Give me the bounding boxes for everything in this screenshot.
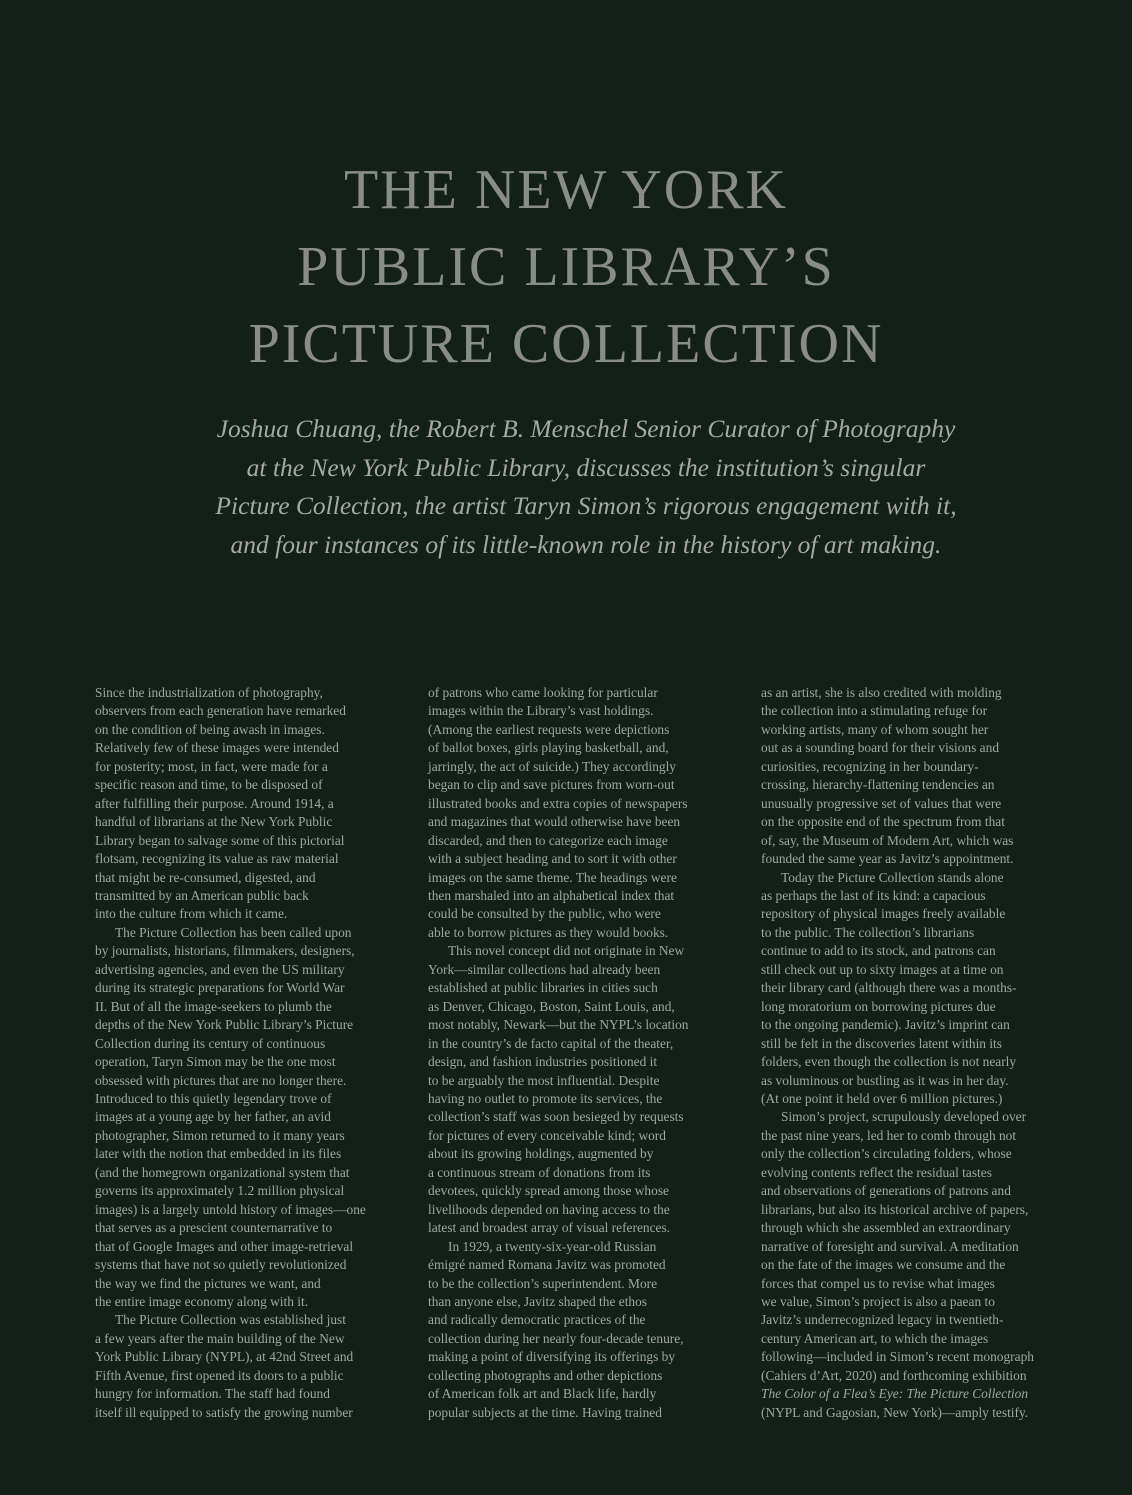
body-line: illustrated books and extra copies of newspapers xyxy=(428,795,688,811)
body-line: the collection into a stimulating refuge for xyxy=(761,703,988,719)
body-line: images on the same theme. The headings were xyxy=(428,869,677,885)
article-deck xyxy=(120,410,1052,564)
body-line: curiosities, recognizing in her boundary- xyxy=(761,758,979,774)
body-line: latest and broadest array of visual references. xyxy=(428,1220,671,1236)
body-line: than anyone else, Javitz shaped the ethos xyxy=(428,1293,648,1309)
body-line: then marshaled into an alphabetical index that xyxy=(428,887,675,903)
body-line: (and the homegrown organizational system that xyxy=(95,1164,350,1180)
body-line: depths of the New York Public Library’s Picture xyxy=(95,1017,354,1033)
body-line: operation, Taryn Simon may be the one most xyxy=(95,1054,336,1070)
body-line: Library began to salvage some of this pictorial xyxy=(95,832,345,848)
body-line: established at public libraries in cities such xyxy=(428,980,658,996)
body-line: and radically democratic practices of the xyxy=(428,1312,646,1328)
body-line: governs its approximately 1.2 million physical xyxy=(95,1183,345,1199)
body-line: to the ongoing pandemic). Javitz’s imprint can xyxy=(761,1017,1010,1033)
deck-line: Picture Collection, the artist Taryn Simon’s rigorous engagement with it, xyxy=(215,491,957,520)
body-line: jarringly, the act of suicide.) They accordingly xyxy=(428,758,677,774)
body-line: discarded, and then to categorize each image xyxy=(428,832,668,848)
body-column-1 xyxy=(95,684,415,1422)
body-line: Introduced to this quietly legendary trove of xyxy=(95,1090,332,1106)
body-line: Fifth Avenue, first opened its doors to a public xyxy=(95,1367,344,1383)
body-line: II. But of all the image-seekers to plumb the xyxy=(95,998,332,1014)
body-line: obsessed with pictures that are no longer there. xyxy=(95,1072,347,1088)
body-line: In 1929, a twenty-six-year-old Russian xyxy=(448,1238,657,1254)
body-line: a continuous stream of donations from its xyxy=(428,1164,651,1180)
body-line: after fulfilling their purpose. Around 1914, a xyxy=(95,795,334,811)
body-line: could be consulted by the public, who were xyxy=(428,906,661,922)
body-line: to be the collection’s superintendent. More xyxy=(428,1275,658,1291)
body-line: of, say, the Museum of Modern Art, which was xyxy=(761,832,1014,848)
body-line: began to clip and save pictures from worn-out xyxy=(428,777,675,793)
body-line: Collection during its century of continuous xyxy=(95,1035,326,1051)
body-line: (NYPL and Gagosian, New York)—amply testify. xyxy=(761,1404,1029,1420)
body-line: their library card (although there was a months- xyxy=(761,980,1017,996)
body-line: crossing, hierarchy-flattening tendencies an xyxy=(761,777,995,793)
body-line: collection during her nearly four-decade tenure, xyxy=(428,1330,684,1346)
body-line: forces that compel us to revise what images xyxy=(761,1275,995,1291)
body-line: Relatively few of these images were intended xyxy=(95,740,339,756)
title-line: PICTURE COLLECTION xyxy=(248,313,884,375)
body-line: Since the industrialization of photography, xyxy=(95,685,323,700)
body-line: the past nine years, led her to comb through not xyxy=(761,1127,1017,1143)
body-line: on the fate of the images we consume and the xyxy=(761,1257,1006,1273)
body-line: The Picture Collection has been called upon xyxy=(115,924,352,940)
body-column-3 xyxy=(761,684,1081,1422)
body-line: about its growing holdings, augmented by xyxy=(428,1146,654,1162)
body-line: folders, even though the collection is not nearly xyxy=(761,1054,1017,1070)
body-line: (At one point it held over 6 million pictures.) xyxy=(761,1090,1003,1106)
deck-line: and four instances of its little-known role in the history of art making. xyxy=(230,529,942,559)
body-line: hungry for information. The staff had found xyxy=(95,1386,330,1402)
body-line: photographer, Simon returned to it many years xyxy=(95,1127,345,1143)
body-line: repository of physical images freely available xyxy=(761,906,1006,922)
body-line: systems that have not so quietly revolutionized xyxy=(95,1257,347,1273)
body-line: into the culture from which it came. xyxy=(95,906,288,922)
body-line: century American art, to which the images xyxy=(761,1330,989,1346)
body-line: long moratorium on borrowing pictures due xyxy=(761,998,996,1014)
body-line: unusually progressive set of values that were xyxy=(761,795,1002,811)
body-line: Simon’s project, scrupulously developed over xyxy=(781,1109,1027,1125)
body-line: images within the Library’s vast holdings. xyxy=(428,703,654,719)
body-line: narrative of foresight and survival. A meditation xyxy=(761,1238,1019,1254)
body-line: observers from each generation have remarked xyxy=(95,703,346,719)
article-title xyxy=(0,152,1132,383)
body-line: and observations of generations of patrons and xyxy=(761,1183,1011,1199)
body-line: following—included in Simon’s recent monograph xyxy=(761,1349,1034,1365)
body-line: advertising agencies, and even the US military xyxy=(95,961,345,977)
body-line: still check out up to sixty images at a time on xyxy=(761,961,1004,977)
title-line: PUBLIC LIBRARY’S xyxy=(297,236,835,298)
body-line: transmitted by an American public back xyxy=(95,887,309,903)
body-line: York—similar collections had already been xyxy=(428,961,661,977)
body-line: able to borrow pictures as they would books. xyxy=(428,924,669,940)
body-line: during its strategic preparations for World War xyxy=(95,980,345,996)
body-line: itself ill equipped to satisfy the growing number xyxy=(95,1404,353,1420)
body-line: still be felt in the discoveries latent within its xyxy=(761,1035,1002,1051)
body-line: The Color of a Flea’s Eye: The Picture Collection xyxy=(761,1386,1029,1402)
body-line: popular subjects at the time. Having trained xyxy=(428,1404,662,1420)
body-line: Javitz’s underrecognized legacy in twentieth- xyxy=(761,1312,1004,1328)
body-line: as an artist, she is also credited with molding xyxy=(761,685,1002,700)
deck-line: at the New York Public Library, discusses the institution’s singular xyxy=(246,452,926,482)
body-line: founded the same year as Javitz’s appointment. xyxy=(761,851,1014,867)
body-line: that might be re-consumed, digested, and xyxy=(95,869,316,885)
body-line: collection’s staff was soon besieged by requests xyxy=(428,1109,684,1125)
body-line: to the public. The collection’s librarians xyxy=(761,924,975,940)
body-line: for pictures of every conceivable kind; word xyxy=(428,1127,666,1143)
body-line: and magazines that would otherwise have been xyxy=(428,814,681,830)
body-line: of patrons who came looking for particular xyxy=(428,685,658,700)
body-line: of ballot boxes, girls playing basketball, and, xyxy=(428,740,669,756)
title-line: THE NEW YORK xyxy=(344,159,788,221)
body-line: images at a young age by her father, an avid xyxy=(95,1109,331,1125)
body-line: by journalists, historians, filmmakers, designers, xyxy=(95,943,355,959)
deck-line: Joshua Chuang, the Robert B. Menschel Senior Curator of Photography xyxy=(216,414,956,443)
body-line: This novel concept did not originate in New xyxy=(448,943,685,959)
body-line: of American folk art and Black life, hardly xyxy=(428,1386,657,1402)
body-line: through which she assembled an extraordinary xyxy=(761,1220,1011,1236)
body-line: out as a sounding board for their visions and xyxy=(761,740,1000,756)
body-column-2 xyxy=(428,684,748,1422)
body-line: devotees, quickly spread among those whose xyxy=(428,1183,669,1199)
body-line: continue to add to its stock, and patrons can xyxy=(761,943,996,959)
body-line: York Public Library (NYPL), at 42nd Street and xyxy=(95,1349,354,1365)
body-line: images) is a largely untold history of images—one xyxy=(95,1201,366,1217)
body-line: The Picture Collection was established just xyxy=(115,1312,346,1328)
body-line: we value, Simon’s project is also a paean to xyxy=(761,1293,995,1309)
body-line: on the condition of being awash in images. xyxy=(95,721,325,737)
body-line: in the country’s de facto capital of the theater, xyxy=(428,1035,674,1051)
body-line: most notably, Newark—but the NYPL’s location xyxy=(428,1017,689,1033)
body-line: handful of librarians at the New York Public xyxy=(95,814,333,830)
body-line: specific reason and time, to be disposed of xyxy=(95,777,323,793)
body-line: the entire image economy along with it. xyxy=(95,1293,309,1309)
body-line: collecting photographs and other depictions xyxy=(428,1367,663,1383)
body-line: livelihoods depended on having access to the xyxy=(428,1201,670,1217)
body-line: on the opposite end of the spectrum from that xyxy=(761,814,1005,830)
body-line: that of Google Images and other image-retrieval xyxy=(95,1238,354,1254)
body-line: later with the notion that embedded in its files xyxy=(95,1146,342,1162)
body-line: making a point of diversifying its offerings by xyxy=(428,1349,676,1365)
body-line: the way we find the pictures we want, and xyxy=(95,1275,321,1291)
body-line: having no outlet to promote its services, the xyxy=(428,1090,663,1106)
body-line: for posterity; most, in fact, were made for a xyxy=(95,758,328,774)
body-line: (Among the earliest requests were depictions xyxy=(428,721,670,737)
body-line: (Cahiers d’Art, 2020) and forthcoming exhibition xyxy=(761,1367,1027,1383)
body-line: émigré named Romana Javitz was promoted xyxy=(428,1257,666,1273)
body-line: Today the Picture Collection stands alone xyxy=(781,869,1004,885)
body-line: that serves as a prescient counternarrative to xyxy=(95,1220,333,1236)
body-line: flotsam, recognizing its value as raw material xyxy=(95,851,339,867)
body-line: with a subject heading and to sort it with other xyxy=(428,851,677,867)
body-line: design, and fashion industries positioned it xyxy=(428,1054,658,1070)
body-line: as perhaps the last of its kind: a capacious xyxy=(761,887,986,903)
body-line: working artists, many of whom sought her xyxy=(761,721,989,737)
body-line: librarians, but also its historical archive of papers, xyxy=(761,1201,1029,1217)
body-line: as voluminous or bustling as it was in her day. xyxy=(761,1072,1009,1088)
body-line: evolving contents reflect the residual tastes xyxy=(761,1164,992,1180)
body-line: as Denver, Chicago, Boston, Saint Louis, and, xyxy=(428,998,675,1014)
body-line: to be arguably the most influential. Despite xyxy=(428,1072,660,1088)
body-line: only the collection’s circulating folders, whose xyxy=(761,1146,1012,1162)
body-line: a few years after the main building of the New xyxy=(95,1330,345,1346)
